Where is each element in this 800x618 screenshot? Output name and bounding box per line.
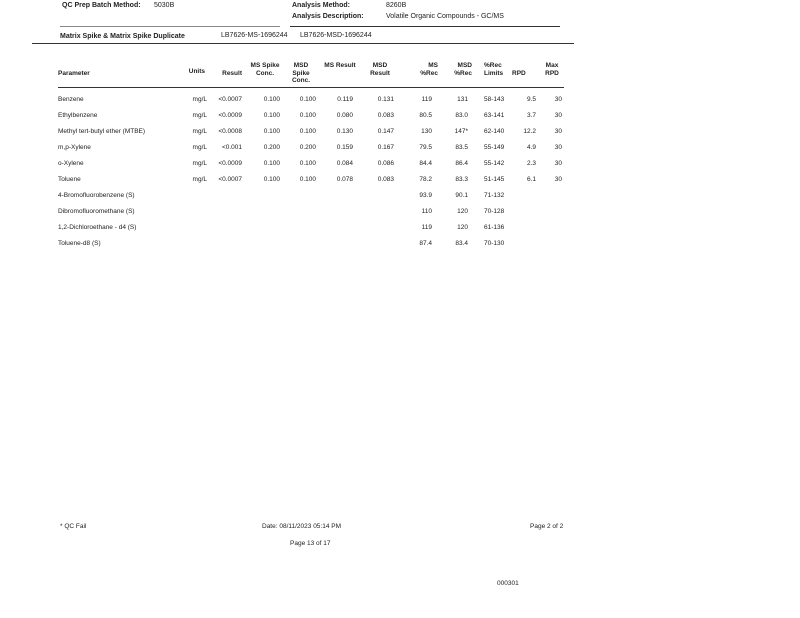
cell-ms-rec: 79.5 [419,144,432,151]
cell-ms-rec: 110 [421,208,432,215]
page-of: Page 2 of 2 [530,523,564,530]
cell-msd-spike: 0.100 [299,96,316,103]
cell-units: mg/L [192,160,207,167]
cell-max-rpd: 30 [554,112,562,119]
cell-ms-rec: 119 [421,96,432,103]
cell-limits: 70-130 [484,240,505,247]
cell-ms-rec: 87.4 [419,240,432,247]
cell-msd-rec: 83.4 [455,240,468,247]
cell-ms-spike: 0.100 [263,176,280,183]
cell-msd-result: 0.131 [377,96,394,103]
col-msd-rec: MSD %Rec [454,62,472,77]
cell-max-rpd: 30 [554,160,562,167]
cell-msd-spike: 0.100 [299,160,316,167]
col-rec-limits: %Rec Limits [484,62,504,77]
cell-parameter: Ethylbenzene [58,112,98,119]
cell-limits: 61-136 [484,224,505,231]
cell-msd-rec: 131 [457,96,468,103]
cell-ms-rec: 84.4 [419,160,432,167]
cell-max-rpd: 30 [554,144,562,151]
cell-ms-result: 0.084 [336,160,353,167]
cell-msd-spike: 0.100 [299,112,316,119]
cell-limits: 71-132 [484,192,505,199]
cell-msd-rec: 83.3 [455,176,468,183]
cell-ms-spike: 0.100 [263,96,280,103]
cell-ms-result: 0.078 [336,176,353,183]
cell-msd-rec: 83.0 [455,112,468,119]
cell-result: <0.0009 [218,160,242,167]
cell-rpd: 9.5 [526,96,536,103]
cell-msd-spike: 0.100 [299,128,316,135]
col-msd-result: MSD Result [370,62,390,77]
cell-max-rpd: 30 [554,96,562,103]
cell-ms-spike: 0.100 [263,128,280,135]
header-underline [58,87,564,88]
qc-prep-value: 5030B [154,2,175,9]
col-result: Result [222,70,242,77]
cell-parameter: 4-Bromofluorobenzene (S) [58,192,135,199]
cell-msd-spike: 0.100 [299,176,316,183]
cell-result: <0.0007 [218,96,242,103]
cell-ms-spike: 0.200 [263,144,280,151]
cell-units: mg/L [192,144,207,151]
report-date: Date: 08/11/2023 05:14 PM [262,523,342,530]
analysis-method-value: 8260B [386,2,407,9]
cell-parameter: Dibromofluoromethane (S) [58,208,135,215]
section-title: Matrix Spike & Matrix Spike Duplicate [60,33,185,40]
cell-ms-result: 0.119 [337,96,353,103]
cell-msd-rec: 86.4 [455,160,468,167]
analysis-desc-value: Volatile Organic Compounds - GC/MS [386,13,504,20]
cell-ms-spike: 0.100 [263,160,280,167]
cell-msd-result: 0.167 [377,144,394,151]
cell-parameter: Methyl tert-butyl ether (MTBE) [58,128,146,135]
cell-msd-result: 0.086 [377,160,394,167]
cell-units: mg/L [192,112,207,119]
cell-ms-result: 0.130 [336,128,353,135]
cell-msd-spike: 0.200 [299,144,316,151]
msd-sample-id: LB7626-MSD-1696244 [300,32,372,39]
cell-msd-result: 0.083 [377,176,394,183]
col-units: Units [188,68,205,75]
qc-prep-label: QC Prep Batch Method: [62,2,141,9]
cell-rpd: 6.1 [526,176,536,183]
col-rpd: RPD [512,70,526,77]
analysis-method-label: Analysis Method: [292,2,350,9]
cell-rpd: 3.7 [526,112,536,119]
cell-limits: 55-149 [484,144,505,151]
col-max-rpd: Max RPD [545,62,559,77]
cell-result: <0.0007 [218,176,242,183]
cell-parameter: Toluene-d8 (S) [58,240,101,247]
col-ms-spike: MS Spike Conc. [250,62,280,77]
cell-limits: 70-128 [484,208,505,215]
cell-result: <0.0009 [218,112,242,119]
cell-ms-spike: 0.100 [263,112,280,119]
cell-ms-rec: 80.5 [419,112,432,119]
cell-ms-result: 0.159 [336,144,353,151]
cell-rpd: 2.3 [526,160,536,167]
header-rule [290,26,560,27]
cell-limits: 55-142 [484,160,505,167]
cell-msd-rec: 83.5 [455,144,468,151]
cell-result: <0.0008 [218,128,242,135]
document-number: 000301 [497,580,519,587]
cell-ms-rec: 93.9 [419,192,432,199]
col-msd-spike: MSD Spike Conc. [291,62,311,84]
analysis-desc-label: Analysis Description: [292,13,364,20]
cell-max-rpd: 30 [554,128,562,135]
cell-ms-rec: 78.2 [419,176,432,183]
cell-rpd: 4.9 [526,144,536,151]
cell-parameter: m,p-Xylene [58,144,91,151]
cell-units: mg/L [192,96,207,103]
cell-rpd: 12.2 [523,128,536,135]
cell-parameter: Benzene [58,96,84,103]
cell-limits: 63-141 [484,112,505,119]
page-inner: Page 13 of 17 [290,540,331,547]
cell-limits: 58-143 [484,96,505,103]
cell-ms-result: 0.080 [336,112,353,119]
col-parameter: Parameter [58,70,90,77]
header-faint-rule [60,26,280,27]
cell-msd-result: 0.147 [377,128,394,135]
cell-limits: 51-145 [484,176,505,183]
cell-msd-rec: 147* [454,128,468,135]
cell-parameter: o-Xylene [58,160,84,167]
cell-parameter: 1,2-Dichloroethane - d4 (S) [58,224,137,231]
cell-msd-rec: 90.1 [455,192,468,199]
ms-sample-id: LB7626-MS-1696244 [221,32,288,39]
cell-msd-rec: 120 [457,224,468,231]
cell-limits: 62-140 [484,128,505,135]
cell-units: mg/L [192,128,207,135]
cell-units: mg/L [192,176,207,183]
cell-ms-rec: 119 [421,224,432,231]
section-rule [32,43,574,44]
cell-msd-result: 0.083 [377,112,394,119]
cell-max-rpd: 30 [554,176,562,183]
col-ms-rec: MS %Rec [420,62,438,77]
cell-result: <0.001 [221,144,242,151]
cell-parameter: Toluene [58,176,81,183]
col-ms-result: MS Result [324,62,356,69]
cell-msd-rec: 120 [457,208,468,215]
cell-ms-rec: 130 [421,128,432,135]
qc-fail-note: * QC Fail [60,523,87,530]
